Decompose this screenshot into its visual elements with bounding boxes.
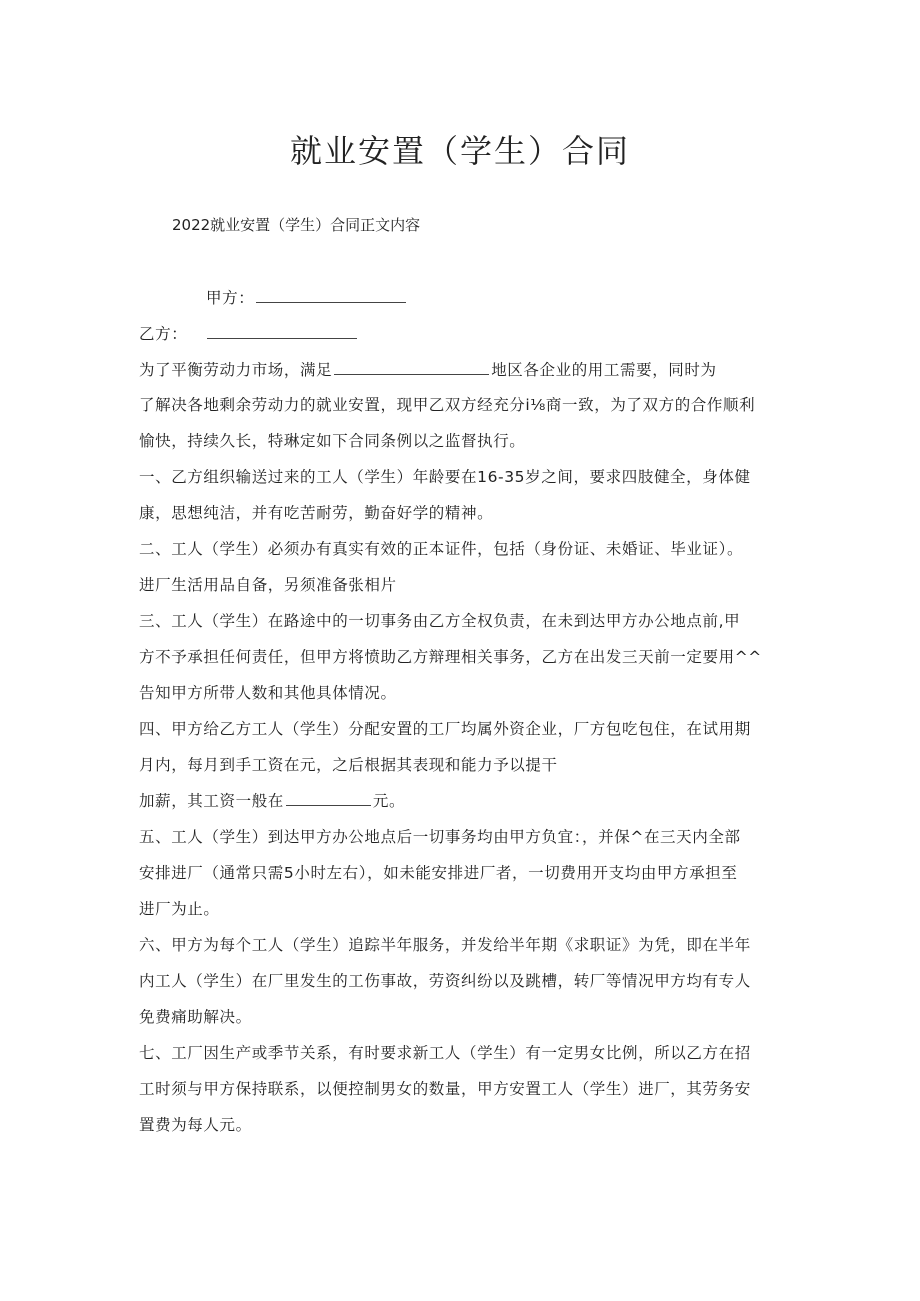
clause-7-line-3: 置费为每人元。 bbox=[139, 1116, 252, 1134]
clause-3-line-1: 三、工人（学生）在路途中的一切事务由乙方全权负责，在未到达甲方办公地点前,甲 bbox=[139, 612, 741, 630]
clause-6-line-1: 六、甲方为每个工人（学生）追踪半年服务，并发给半年期《求职证》为凭，即在半年 bbox=[139, 936, 751, 954]
party-b-line bbox=[139, 322, 359, 344]
clause-7-line-1: 七、工厂因生产或季节关系，有时要求新工人（学生）有一定男女比例，所以乙方在招 bbox=[139, 1044, 751, 1062]
party-a-label: 甲方： bbox=[206, 289, 255, 307]
clause-5-line-1: 五、工人（学生）到达甲方办公地点后一切事务均由甲方负宜：，并保^在三天内全部 bbox=[139, 828, 741, 846]
intro-text-1b: 地区各企业的用工需要，同时为 bbox=[491, 361, 717, 379]
clause-4-line-2: 月内，每月到手工资在元，之后根据其表现和能力予以提干 bbox=[139, 756, 558, 774]
intro-line-3: 愉快，持续久长，特琳定如下合同条例以之监督执行。 bbox=[139, 432, 526, 450]
clause-3-line-2: 方不予承担任何责任，但甲方将愤助乙方辩理相关事务，乙方在出发三天前一定要用^^ bbox=[139, 648, 762, 666]
salary-text-a: 加薪，其工资一般在 bbox=[139, 792, 284, 810]
clause-1-line-2: 康，思想纯洁，并有吃苦耐劳，勤奋好学的精神。 bbox=[139, 504, 494, 522]
intro-line-2: 了解决各地剩余劳动力的就业安置，现甲乙双方经充分i⅛商一致，为了双方的合作顺利 bbox=[139, 396, 756, 414]
clause-5-line-3: 进厂为止。 bbox=[139, 900, 220, 918]
clause-6-line-3: 免费痛助解决。 bbox=[139, 1008, 252, 1026]
intro-text-1a: 为了平衡劳动力市场，满足 bbox=[139, 361, 333, 379]
salary-text-b: 元。 bbox=[372, 792, 406, 810]
clause-1-line-1: 一、乙方组织输送过来的工人（学生）年龄要在16-35岁之间，要求四肢健全，身体健 bbox=[139, 468, 751, 486]
party-b-label: 乙方： bbox=[139, 325, 188, 343]
party-a-blank bbox=[256, 288, 406, 303]
intro-line-1 bbox=[139, 358, 717, 380]
salary-blank bbox=[286, 791, 371, 806]
clause-4-line-3 bbox=[139, 789, 405, 811]
document-title: 就业安置（学生）合同 bbox=[289, 132, 630, 170]
document-subtitle: 2022就业安置（学生）合同正文内容 bbox=[172, 216, 421, 234]
clause-4-line-1: 四、甲方给乙方工人（学生）分配安置的工厂均属外资企业，厂方包吃包住，在试用期 bbox=[139, 720, 751, 738]
clause-5-line-2: 安排进厂（通常只需5小时左右），如未能安排进厂者，一切费用开支均由甲方承担至 bbox=[139, 864, 738, 882]
clause-3-line-3: 告知甲方所带人数和其他具体情况。 bbox=[139, 684, 397, 702]
region-blank bbox=[334, 360, 489, 375]
clause-2-line-2: 进厂生活用品自备，另须准备张相片 bbox=[139, 576, 397, 594]
party-a-line bbox=[206, 286, 408, 308]
clause-7-line-2: 工时须与甲方保持联系，以便控制男女的数量，甲方安置工人（学生）进厂，其劳务安 bbox=[139, 1080, 751, 1098]
clause-6-line-2: 内工人（学生）在厂里发生的工伤事故，劳资纠纷以及跳槽，转厂等情况甲方均有专人 bbox=[139, 972, 751, 990]
party-b-blank bbox=[207, 324, 357, 339]
clause-2-line-1: 二、工人（学生）必须办有真实有效的正本证件，包括（身份证、未婚证、毕业证）。 bbox=[139, 540, 744, 558]
